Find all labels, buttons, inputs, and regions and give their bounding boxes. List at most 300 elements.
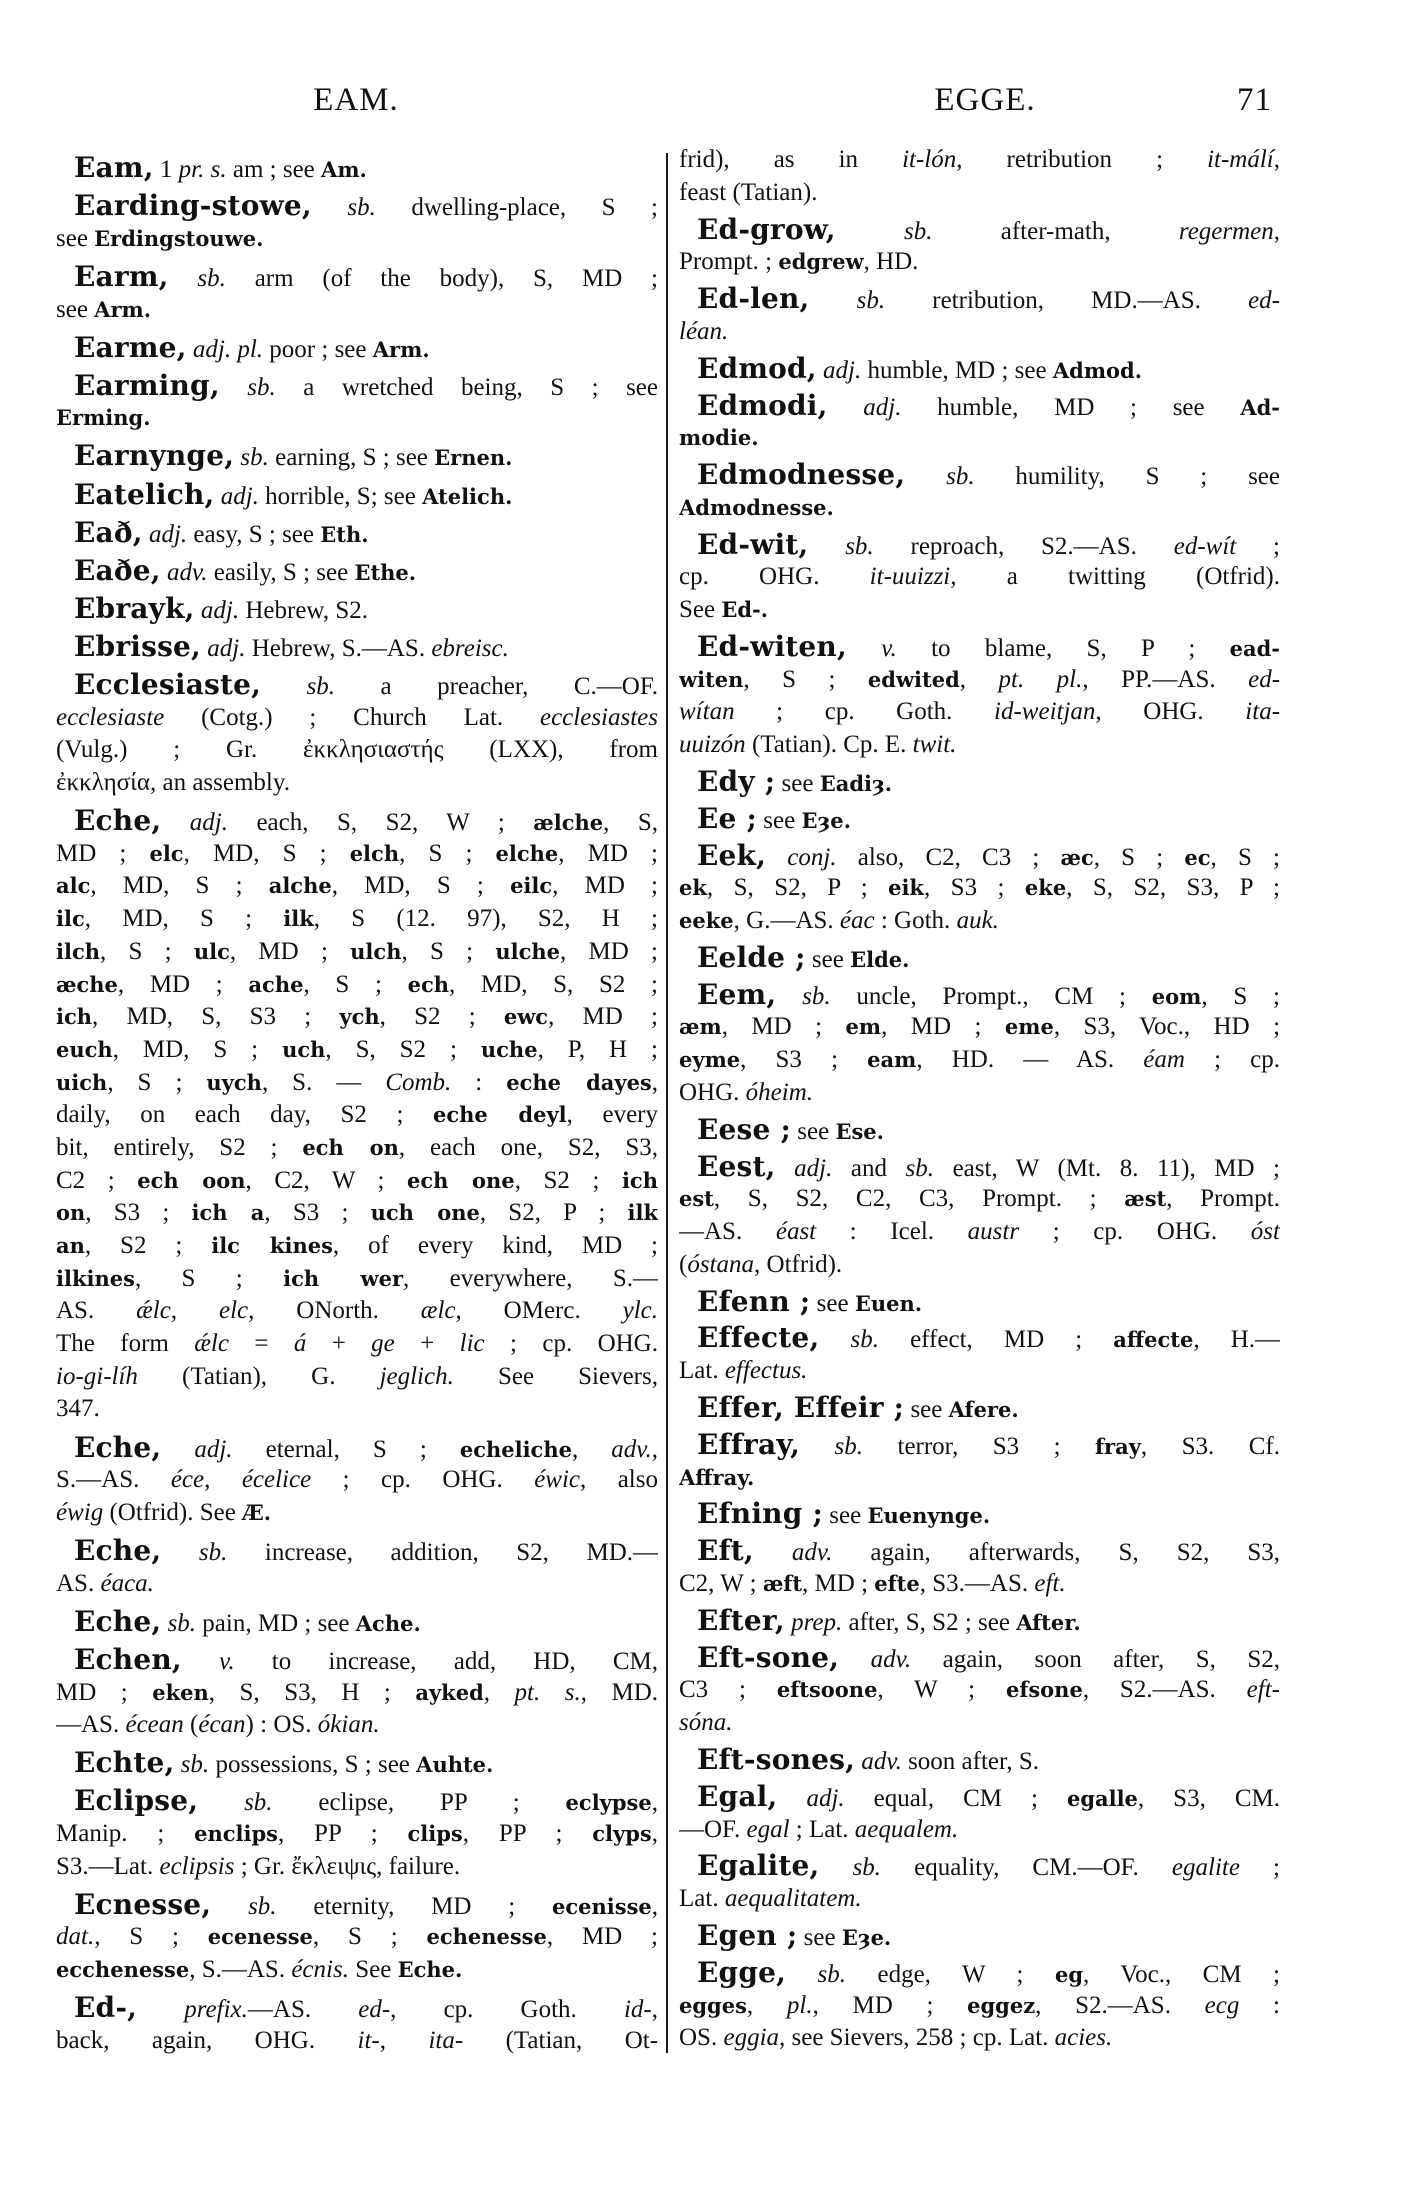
bold-form: uch one	[370, 1200, 480, 1226]
plain-text: , each one, S2, S3,	[398, 1133, 658, 1161]
entry-line	[56, 1393, 658, 1426]
plain-text: +	[394, 1330, 460, 1358]
plain-text: possessions, S ; see	[209, 1751, 417, 1779]
plain-text: , a twitting (Otfrid).	[950, 563, 1280, 591]
entry-line	[679, 1744, 1280, 1777]
plain-text: AS.	[56, 1297, 137, 1325]
dictionary-entry	[56, 555, 658, 588]
bold-form: ulc	[193, 938, 230, 964]
italic-text: egal	[746, 1815, 790, 1843]
plain-text: ; Gr. ἔκλειψις, failure.	[234, 1852, 461, 1880]
plain-text: , S ;	[401, 937, 496, 965]
plain-text: again, soon after, S, S2,	[911, 1645, 1280, 1673]
entry-line	[56, 1747, 658, 1780]
italic-text: eft-	[1246, 1676, 1280, 1704]
italic-text: ed-	[358, 1996, 391, 2024]
plain-text: , S, S2, P ;	[706, 874, 889, 902]
plain-text: ; Lat.	[789, 1815, 855, 1843]
headword: Effray,	[697, 1428, 801, 1461]
entry-line	[56, 1954, 658, 1987]
plain-text: , S3, CM.	[1137, 1784, 1280, 1812]
headword: Ed-grow,	[697, 213, 836, 246]
plain-text: see	[797, 1923, 842, 1951]
entry-line	[56, 903, 658, 936]
italic-text: it-málí	[1207, 146, 1274, 173]
plain-text: ,	[746, 1991, 787, 2019]
plain-text: increase, addition, S2, MD.—	[227, 1538, 658, 1566]
plain-text	[905, 463, 946, 490]
italic-text: éam	[1143, 1046, 1185, 1074]
headword: Eem,	[697, 978, 777, 1011]
entry-line	[679, 246, 1280, 279]
italic-text: ita-	[428, 2026, 464, 2054]
plain-text: ,	[379, 2026, 429, 2054]
plain-text: , MD ;	[881, 1013, 1005, 1041]
plain-text: , OMerc.	[455, 1297, 623, 1325]
headword: Efenn ;	[697, 1285, 811, 1318]
headword: Effecte,	[697, 1322, 820, 1355]
plain-text: ,	[1273, 146, 1280, 173]
bold-form: eam	[867, 1047, 917, 1073]
dictionary-entry	[56, 1747, 658, 1780]
plain-text: See	[348, 1956, 398, 1984]
entry-line	[679, 390, 1280, 423]
plain-text: ,	[651, 1892, 658, 1920]
entry-line	[56, 1785, 658, 1818]
bold-form: alc	[56, 873, 91, 899]
entry-line	[56, 838, 658, 871]
italic-text: austr	[967, 1217, 1020, 1245]
entry-line	[56, 1677, 658, 1710]
italic-text: sb.	[852, 1854, 882, 1882]
plain-text: ,	[651, 1068, 658, 1096]
plain-text: , OHG.	[1095, 698, 1246, 726]
entry-line	[56, 1230, 658, 1263]
entry-line	[679, 422, 1280, 455]
plain-text: : Goth.	[874, 907, 957, 934]
italic-text: aequalem.	[854, 1815, 959, 1843]
entry-line	[56, 593, 658, 626]
headword: Ebrisse,	[74, 630, 201, 663]
bold-form: Ad-	[1240, 394, 1280, 420]
headword: Eese ;	[697, 1113, 792, 1146]
plain-text	[169, 265, 198, 292]
bold-form: ech one	[407, 1167, 515, 1193]
running-head-right: EGGE.	[934, 82, 1036, 118]
plain-text: , retribution ;	[956, 146, 1208, 173]
entry-line	[679, 1568, 1280, 1601]
italic-text: sb.	[802, 982, 831, 1010]
entry-line	[679, 283, 1280, 316]
plain-text: , S2.—AS.	[1082, 1676, 1247, 1704]
plain-text: ἐκκλησία, an assembly.	[56, 768, 290, 796]
plain-text: =	[228, 1330, 294, 1358]
bold-form: uych	[206, 1069, 262, 1095]
dictionary-entry	[679, 1322, 1280, 1387]
plain-text: ; cp. OHG.	[1019, 1217, 1251, 1245]
dictionary-entry	[56, 1535, 658, 1600]
headword: Echte,	[74, 1747, 175, 1780]
bold-form: æft	[762, 1570, 803, 1596]
headword: Egal,	[697, 1780, 778, 1813]
bold-form: ewc	[503, 1004, 549, 1030]
italic-text: pt. pl.	[998, 665, 1083, 693]
headword: Ee ;	[697, 802, 758, 835]
headword: Eft,	[697, 1535, 754, 1568]
entry-line	[679, 631, 1280, 664]
entry-line	[56, 1067, 658, 1100]
plain-text: , also	[580, 1466, 658, 1494]
italic-text: egalite	[1171, 1854, 1240, 1882]
dictionary-entry	[679, 1850, 1280, 1915]
plain-text: Lat.	[679, 1885, 725, 1913]
italic-text: ecclesiaste	[56, 703, 165, 731]
page-number: 71	[1237, 82, 1272, 118]
plain-text: (	[183, 1711, 199, 1739]
dictionary-entry	[56, 1644, 658, 1742]
plain-text: a wretched being, S ; see	[275, 373, 658, 401]
bold-form: After.	[1016, 1609, 1081, 1635]
bold-form: egges	[679, 1992, 747, 2018]
plain-text: See Sievers,	[453, 1362, 658, 1390]
plain-text: , Prompt.	[1166, 1185, 1280, 1213]
headword: Eað,	[74, 516, 143, 549]
plain-text: OS.	[679, 2024, 724, 2052]
italic-text: adj.	[148, 520, 188, 548]
plain-text: , S2.—AS.	[1035, 1991, 1205, 2019]
bold-form: ecenisse	[552, 1893, 652, 1919]
bold-form: efte	[874, 1570, 920, 1596]
entry-line	[679, 766, 1280, 799]
plain-text: effect, MD ;	[878, 1326, 1114, 1354]
italic-text: sb.	[905, 1154, 935, 1182]
plain-text: , see Sievers, 258 ; cp. Lat.	[779, 2024, 1055, 2052]
entry-line	[679, 803, 1280, 836]
dictionary-entry	[679, 1498, 1280, 1531]
plain-text: ,	[651, 1789, 658, 1817]
plain-text: ,	[651, 1996, 658, 2024]
plain-text: see	[823, 1502, 868, 1530]
bold-form: elch	[349, 840, 400, 866]
italic-text: jeglich.	[379, 1362, 454, 1390]
plain-text: ; cp. Goth.	[734, 698, 995, 726]
plain-text: , S3. Cf.	[1140, 1432, 1280, 1460]
italic-text: ecclesiastes	[539, 703, 658, 731]
entry-line	[679, 1355, 1280, 1388]
plain-text	[800, 1433, 834, 1460]
entry-line	[56, 2025, 658, 2058]
plain-text: , MD ;	[721, 1013, 846, 1041]
bold-form: est	[679, 1186, 714, 1212]
entry-line	[679, 1392, 1280, 1425]
plain-text: reproach, S2.—AS.	[873, 532, 1174, 560]
plain-text: am ; see	[226, 156, 322, 183]
dictionary-entry	[56, 1889, 658, 1987]
plain-text: , S2 ;	[379, 1003, 504, 1031]
bold-form: Arm.	[372, 336, 430, 362]
dictionary-entry	[679, 390, 1280, 455]
entry-line	[679, 561, 1280, 594]
dictionary-entry	[679, 283, 1280, 348]
italic-text: ǽlc	[136, 1297, 171, 1325]
plain-text: ,	[1273, 217, 1280, 245]
dictionary-entry	[679, 942, 1280, 975]
dictionary-entry	[679, 1744, 1280, 1777]
dictionary-entry	[56, 152, 658, 185]
italic-text: adj.	[794, 1154, 833, 1182]
italic-text: id-	[623, 1996, 652, 2024]
bold-form: eme	[1004, 1014, 1054, 1040]
entry-line	[56, 555, 658, 588]
bold-form: ead-	[1229, 635, 1280, 661]
bold-form: an	[56, 1233, 85, 1258]
plain-text: The form	[56, 1330, 195, 1358]
plain-text: Hebrew, S2.	[239, 596, 368, 624]
bold-form: eftsoone	[776, 1677, 878, 1703]
plain-text: , of every kind, MD ;	[332, 1232, 658, 1259]
entry-line	[679, 1011, 1280, 1044]
entry-line	[679, 594, 1280, 627]
italic-text: ǽlc	[194, 1330, 229, 1358]
bold-form: clips	[407, 1821, 463, 1847]
bold-form: Ed-.	[721, 597, 769, 623]
plain-text: , PP ;	[277, 1820, 408, 1848]
entry-line	[679, 1957, 1280, 1990]
running-head-left: EAM.	[313, 82, 399, 118]
plain-text: , S3 ;	[85, 1199, 192, 1227]
entry-line	[679, 1114, 1280, 1147]
headword: Eche,	[74, 1605, 162, 1638]
plain-text: feast (Tatian).	[679, 178, 818, 206]
italic-text: sb.	[946, 463, 975, 491]
plain-text: , cp. Goth.	[390, 1996, 624, 2024]
dictionary-entry	[56, 332, 658, 365]
italic-text: ge	[371, 1330, 395, 1358]
plain-text: uncle, Prompt., CM ;	[830, 982, 1152, 1010]
plain-text: , S. —	[261, 1068, 386, 1096]
bold-form: ilk	[627, 1200, 658, 1226]
dictionary-entry	[679, 979, 1280, 1110]
italic-text: écnis.	[291, 1956, 349, 1984]
headword: Earding-stowe,	[74, 190, 312, 223]
plain-text: AS.	[56, 1569, 101, 1597]
entry-line	[679, 840, 1280, 873]
headword: Eek,	[697, 839, 767, 872]
headword: Edmodnesse,	[697, 459, 906, 492]
entry-line	[679, 979, 1280, 1012]
entry-line	[56, 1263, 658, 1296]
headword: Ed-witen,	[697, 630, 847, 663]
italic-text: adj. pl.	[192, 335, 264, 363]
bold-form: eclypse	[565, 1790, 652, 1816]
plain-text: equality, CM.—OF.	[881, 1854, 1172, 1882]
plain-text: , MD ;	[812, 1991, 968, 2019]
italic-text: sb.	[240, 444, 269, 472]
bold-form: on	[56, 1200, 86, 1226]
headword: Eam,	[74, 152, 154, 184]
italic-text: prefix.	[184, 1996, 248, 2024]
bold-form: ilc	[56, 906, 85, 932]
plain-text: , MD.	[580, 1678, 658, 1706]
bold-form: ech	[407, 971, 449, 997]
plain-text: eclipse, PP ;	[272, 1789, 566, 1817]
plain-text: MD ;	[56, 1678, 153, 1706]
entry-line	[56, 1361, 658, 1394]
dictionary-entry	[679, 459, 1280, 524]
dictionary-entry	[56, 1785, 658, 1883]
entry-line	[679, 1535, 1280, 1568]
bold-form: Eth.	[320, 521, 369, 547]
headword: Efter,	[697, 1604, 785, 1637]
dictionary-entry	[56, 261, 658, 326]
plain-text: : Icel.	[816, 1217, 968, 1245]
entry-line	[679, 1990, 1280, 2023]
column-divider	[666, 153, 668, 2053]
bold-form: æc	[1060, 844, 1094, 870]
entry-line	[679, 1781, 1280, 1814]
plain-text: , H.—	[1193, 1326, 1280, 1354]
plain-text	[786, 1961, 817, 1988]
plain-text: , MD ;	[548, 1003, 658, 1031]
headword: Ed-,	[74, 1992, 138, 2025]
plain-text: —AS.	[56, 1711, 126, 1739]
italic-text: éce	[170, 1466, 205, 1494]
italic-text: adj.	[806, 1784, 845, 1812]
bold-form: alche	[268, 873, 332, 899]
entry-line	[679, 1044, 1280, 1077]
entry-line	[56, 1921, 658, 1954]
bold-form: ich	[56, 1004, 93, 1030]
entry-line	[56, 870, 658, 903]
plain-text: east, W (Mt. 8. 11), MD ;	[934, 1154, 1280, 1182]
headword: Eft-sones,	[697, 1743, 856, 1776]
plain-text: C2 ;	[56, 1166, 138, 1194]
bold-form: edwited	[867, 666, 960, 692]
italic-text: éwic	[534, 1466, 581, 1494]
bold-form: Eȝe.	[841, 1924, 892, 1950]
plain-text: , G.—AS.	[733, 907, 840, 934]
plain-text	[819, 1854, 852, 1881]
entry-line	[56, 1132, 658, 1165]
plain-text	[211, 1893, 248, 1920]
italic-text: sb.	[834, 1432, 864, 1460]
dictionary-entry	[679, 1429, 1280, 1494]
plain-text	[776, 1155, 795, 1182]
entry-line	[56, 1644, 658, 1677]
entry-line	[679, 1814, 1280, 1847]
italic-text: Comb.	[385, 1068, 452, 1096]
plain-text: each, S, S2, W ;	[227, 809, 534, 837]
bold-form: fray	[1095, 1433, 1141, 1459]
entry-line	[679, 1151, 1280, 1184]
entry-line	[56, 1165, 658, 1198]
entry-line	[56, 1709, 658, 1742]
plain-text: —AS.	[247, 1996, 359, 2024]
plain-text: see	[791, 1117, 836, 1145]
headword: Edmodi,	[697, 389, 828, 422]
bold-form: witen	[679, 666, 744, 692]
plain-text: , S ;	[94, 1923, 208, 1951]
dictionary-entry	[679, 144, 1280, 209]
plain-text: daily, on each day, S2 ;	[56, 1101, 433, 1129]
plain-text: , W ;	[877, 1676, 1006, 1704]
bold-form: ælche	[533, 810, 604, 836]
plain-text: see	[56, 295, 95, 323]
italic-text: ælc	[420, 1297, 456, 1325]
bold-form: ech on	[302, 1134, 399, 1160]
plain-text: poor ; see	[263, 335, 373, 363]
right-column	[679, 144, 1280, 2055]
plain-text: , ONorth.	[248, 1297, 421, 1325]
entry-line	[56, 936, 658, 969]
entry-line	[679, 1707, 1280, 1740]
entry-line	[679, 1322, 1280, 1355]
plain-text: —OF.	[679, 1815, 747, 1843]
italic-text: conj.	[787, 843, 837, 871]
bold-form: modie.	[679, 425, 759, 451]
plain-text: , every	[566, 1101, 658, 1129]
bold-form: Eadiȝ.	[819, 770, 893, 796]
italic-text: adj.	[194, 1435, 233, 1463]
italic-text: ed-	[1248, 287, 1280, 315]
plain-text: S3.—Lat.	[56, 1852, 160, 1880]
plain-text	[776, 983, 802, 1010]
plain-text: , MD ;	[560, 937, 658, 965]
italic-text: adv.	[870, 1645, 912, 1673]
plain-text: see	[56, 224, 95, 252]
bold-form: eeke	[679, 908, 734, 933]
bold-form: eche deyl	[432, 1102, 567, 1128]
italic-text: twit.	[912, 731, 957, 758]
headword: Eelde ;	[697, 941, 806, 974]
dictionary-entry	[679, 1392, 1280, 1425]
italic-text: sb.	[904, 217, 933, 245]
bold-form: ilk	[283, 906, 314, 932]
plain-text: (Tatian, Ot-	[463, 2026, 658, 2054]
bold-form: Elde.	[850, 946, 910, 972]
dictionary-entry	[679, 1642, 1280, 1740]
bold-form: Erdingstouwe.	[94, 225, 264, 251]
bold-form: eke	[1024, 875, 1067, 901]
plain-text: pain, MD ; see	[196, 1609, 356, 1637]
entry-line	[56, 669, 658, 702]
italic-text: sóna.	[679, 1709, 733, 1737]
entry-line	[679, 664, 1280, 697]
plain-text: 347.	[56, 1395, 100, 1423]
dictionary-entry	[679, 529, 1280, 627]
entry-line	[56, 702, 658, 735]
bold-form: euch	[56, 1036, 113, 1062]
entry-line	[679, 1642, 1280, 1675]
headword: Eche,	[74, 805, 162, 838]
plain-text: , S ;	[100, 937, 194, 965]
plain-text: See	[679, 596, 722, 624]
bold-form: æche	[56, 971, 118, 997]
bold-form: ilkines	[56, 1265, 135, 1291]
plain-text	[777, 1785, 806, 1812]
entry-line	[679, 1183, 1280, 1216]
italic-text: éac	[839, 907, 875, 934]
entry-line	[56, 1464, 658, 1497]
entry-line	[679, 1077, 1280, 1110]
headword: Edmod,	[697, 352, 817, 385]
plain-text: dwelling-place, S ;	[375, 194, 658, 222]
plain-text: , Voc., CM ;	[1083, 1960, 1280, 1988]
plain-text	[754, 1539, 792, 1566]
headword: Ed-len,	[697, 283, 810, 316]
dictionary-entry	[679, 214, 1280, 279]
plain-text	[810, 287, 857, 314]
